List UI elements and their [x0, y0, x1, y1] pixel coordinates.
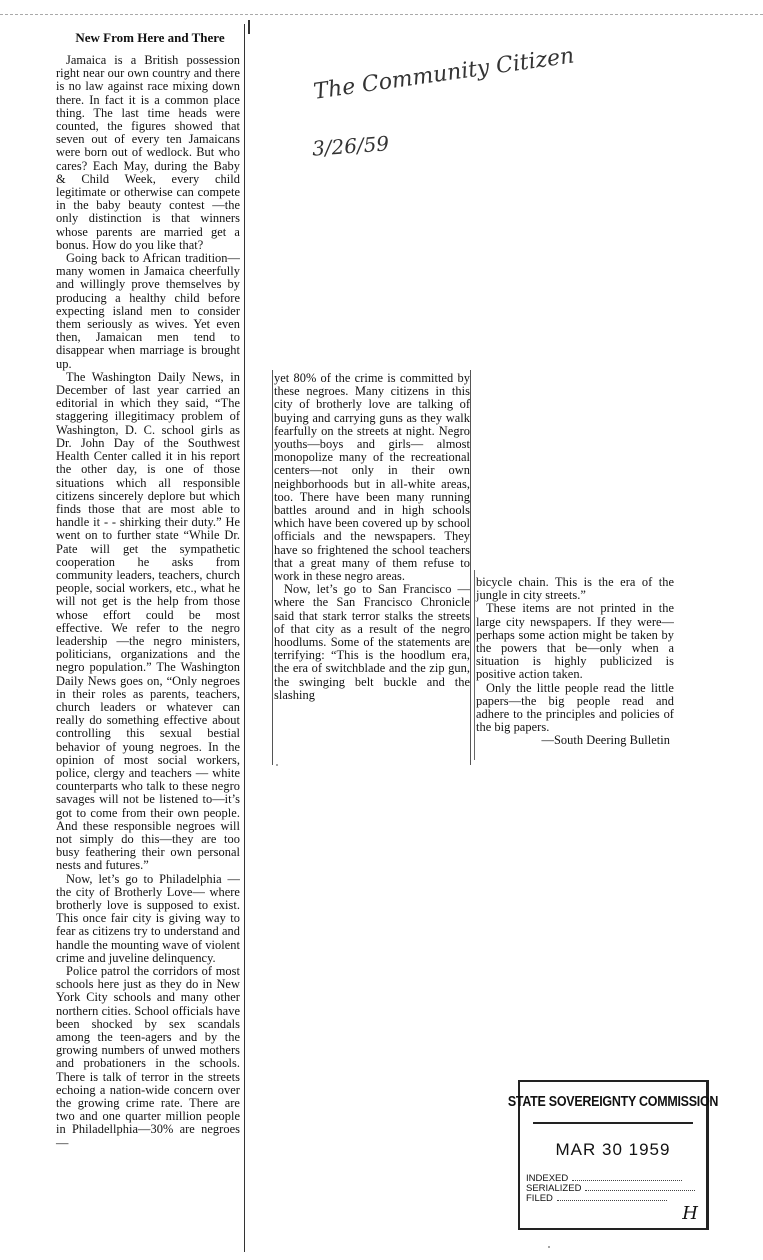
article-paragraph: Going back to African tradition—many women in Jamaica cheerfully and willingly prove themselves by producing a healthy child before expecting island men to consider them seriously as wives. Yet even then, Jamaican men tend to disappear when marriage is brought up.	[56, 251, 240, 371]
column-rule-1	[244, 24, 245, 1252]
column-top-mark	[248, 20, 250, 34]
scan-speck	[548, 1246, 550, 1248]
column-rule-2-right	[470, 370, 471, 765]
stamp-rows	[520, 1174, 706, 1204]
article-paragraph: bicycle chain. This is the era of the jungle in city streets.”	[476, 575, 674, 603]
article-paragraph: These items are not printed in the large city newspapers. If they were—perhaps some action might be taken by the powers that be—only when a situation is highly publicized is positive action taken.	[476, 601, 674, 682]
article-paragraph: The Washington Daily News, in December of last year carried an editorial in which they said, “The staggering illegitimacy problem of Washington, D. C. school girls as Dr. John Day of the Southwest Health Center called it in his report the other day, is one of those situations which all responsible citizens sincerely deplore but which finds those that are most able to handle it - - shirking their duty.” He went on to further state “While Dr. Pate will get the sympathetic cooperation he asks from community leaders, teachers, church people, social workers, etc., what he will not get is the help from those whose effort could be most effective. We refer to the negro leadership —the negro ministers, politicians, organizations and the negro population.” The Washington Daily News goes on, “Only negroes in their roles as parents, teachers, church leaders or whatever can really do something effective about controlling this sexual bestial behavior of young negroes. In the opinion of most social workers, police, clergy and teachers — white counterparts who talk to these negro savages will not be listened to—it’s got to come from their own people. And these responsible negroes will not simply do this—they are too busy feathering their own personal nests and futures.”	[56, 369, 240, 873]
page-top-edge	[0, 0, 763, 15]
article-column-2	[274, 372, 470, 702]
handwritten-date: 3/26/59	[311, 131, 390, 161]
article-paragraph: Police patrol the corridors of most schools here just as they do in New York City schools and many other northern cities. School officials have been shocked by sex scandals among the teen-agers and by the growing numbers of unwed mothers and probationers in the schools. There is talk of terror in the streets echoing a nation-wide concern over the growing crime rate. There are two and one quarter million people in Philadellphia—30% are negroes—	[56, 964, 240, 1150]
article-headline: New From Here and There	[75, 30, 225, 45]
column-rule-3	[474, 570, 475, 760]
article-column-3	[476, 576, 674, 748]
article-source-signature: —South Deering Bulletin	[541, 733, 670, 748]
article-paragraph: yet 80% of the crime is committed by these negroes. Many citizens in this city of brotherly love are talking of buying and carrying guns as they walk fearfully on the streets at night. Negro youths—boys and girls— almost monopolize many of the recreational centers—not only in their own neighborhoods but in all-white areas, too. There have been many running battles around and in high schools which have been covered up by school officials and the newspapers. They have so frightened the school teachers that a great many of them refuse to work in these negro areas.	[274, 371, 470, 584]
stamp-row	[526, 1194, 706, 1204]
article-paragraph: Now, let’s go to Philadelphia —the city of Brotherly Love— where brotherly love is supposed to exist. This once fair city is giving way to fear as citizens try to understand and handle the mounting wave of violent crime and juveline delinquency.	[56, 871, 240, 965]
stamp-initials: H	[682, 1203, 698, 1224]
article-paragraph: Now, let’s go to San Francisco —where the San Francisco Chronicle said that stark terror stalks the streets of that city as a result of the negro hoodlums. Some of the statements are terrifying: “This is the hoodlum era, the era of switchblade and the zip gun, the swinging belt buckle and the slashing	[274, 582, 470, 702]
article-paragraph: Jamaica is a British possession right near our own country and there is no law against race mixing down there. In fact it is a common place thing. The last time heads were counted, the figures showed that seven out of every ten Jamaicans were born out of wedlock. But who cares? Each May, during the Baby & Child Week, every child legitimate or otherwise can compete in the baby beauty contest —the only distinction is that winners whose parents are married get a bonus. How do you like that?	[56, 53, 240, 252]
stamp-row-label: SERIALIZED	[526, 1183, 582, 1194]
stamp-row-blank	[585, 1190, 695, 1191]
stamp-agency: STATE SOVEREIGNTY COMMISSION	[533, 1082, 693, 1124]
stamp-row-label: INDEXED	[526, 1173, 569, 1184]
column-rule-2-left	[272, 370, 273, 765]
stamp-row-label: FILED	[526, 1193, 553, 1204]
article-paragraph: Only the little people read the little papers—the big people read and adhere to the principles and policies of the big papers.	[476, 680, 674, 735]
received-stamp	[507, 1080, 719, 1230]
scan-speck	[276, 764, 278, 766]
article-column-1	[56, 54, 240, 1150]
stamp-row-blank	[572, 1180, 682, 1181]
stamp-date: MAR 30 1959	[555, 1140, 671, 1159]
stamp-row	[526, 1184, 706, 1194]
stamp-row-blank	[557, 1200, 667, 1201]
handwritten-publication-name: The Community Citizen	[312, 43, 576, 105]
